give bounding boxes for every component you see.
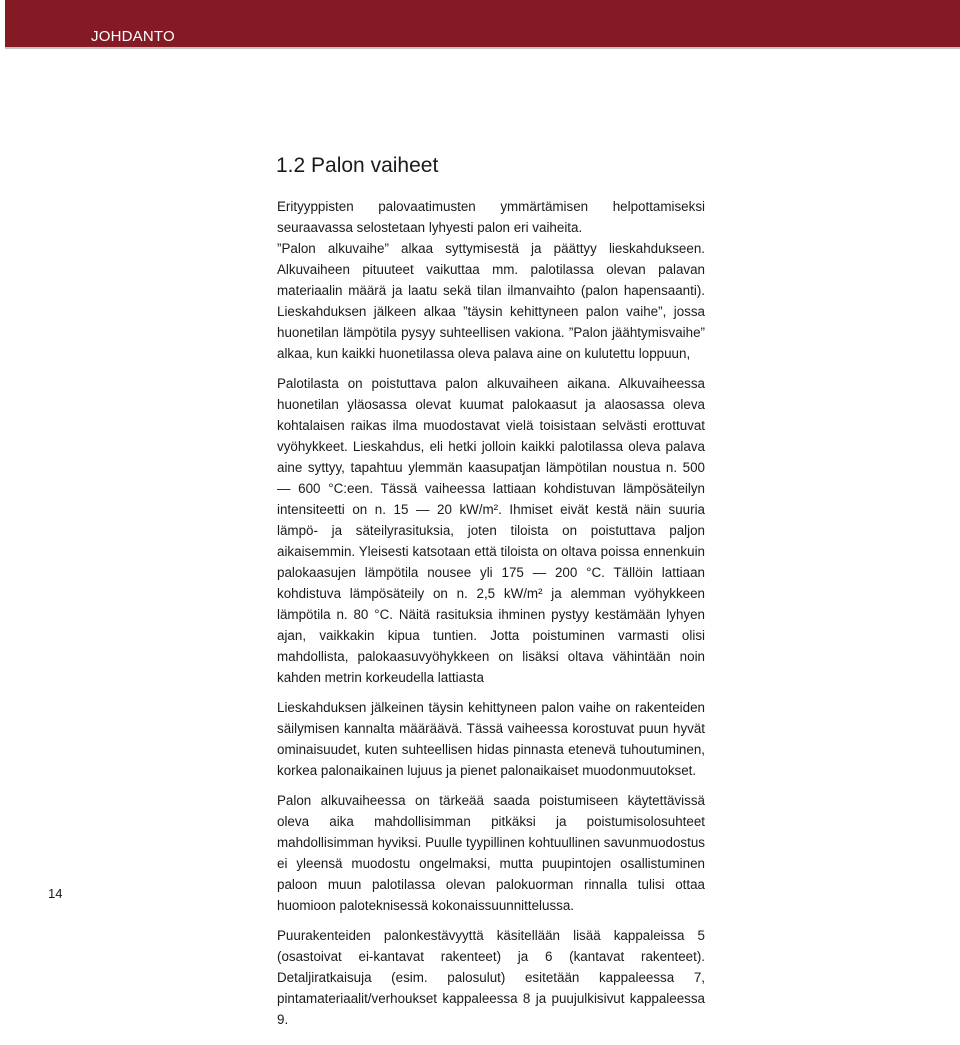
paragraph-evacuation: Palotilasta on poistuttava palon alkuvaiheen aikana. Alkuvaiheessa huonetilan yläosassa olevat kuumat palokaasut ja alaosassa oleva kohtalaisen raikas ilma muodostavat vielä toisistaan selvästi erottuvat vyöhykkeet. Lieskahdus, eli hetki jolloin kaikki palotilassa oleva palava aine syttyy, tapahtuu ylemmän kaasupatjan lämpötilan noustua n. 500 — 600 °C:een. Tässä vaiheessa lattiaan kohdistuvan lämpösäteilyn intensiteetti on n. 15 — 20 kW/m². Ihmiset eivät kestä näin suuria lämpö- ja säteilyrasituksia, joten tiloista on poistuttava paljon aikaisemmin. Yleisesti katsotaan että tiloista on oltava poissa ennenkuin palokaasujen lämpötila nousee yli 175 — 200 °C. Tällöin lattiaan kohdistuva lämpösäteily on n. 2,5 kW/m² ja alemman vyöhykkeen lämpötila n. 80 °C. Näitä rasituksia ihminen pystyy kestämään lyhyen ajan, vaikkakin kipua tuntien. Jotta poistuminen varmasti olisi mahdollista, palokaasuvyöhykkeen on lisäksi oltava vähintään noin kahden metrin korkeudella lattiasta: [277, 376, 705, 685]
chapter-header-bar: [5, 0, 960, 49]
paragraph-references: Puurakenteiden palonkestävyyttä käsitellään lisää kappaleissa 5 (osastoivat ei-kantavat rakenteet) ja 6 (kantavat rakenteet). Detaljiratkaisuja (esim. palosulut) esitetään kappaleessa 7, pintamateriaalit/verhoukset kappaleessa 8 ja puujulkisivut kappaleessa 9.: [277, 928, 705, 1027]
section-heading: 1.2 Palon vaiheet: [276, 154, 439, 177]
paragraph-fully-developed: Lieskahduksen jälkeinen täysin kehittyneen palon vaihe on rakenteiden säilymisen kannalta määräävä. Tässä vaiheessa korostuvat puun hyvät ominaisuudet, kuten suhteellisen hidas pinnasta etenevä tuhoutuminen, korkea palonaikainen lujuus ja pienet palonaikaiset muodonmuutokset.: [277, 700, 705, 778]
page-number: 14: [48, 886, 63, 901]
paragraph-phases: ”Palon alkuvaihe” alkaa syttymisestä ja päättyy lieskahdukseen. Alkuvaiheen pituuteet vaikuttaa mm. palotilassa olevan palavan materiaalin määrä ja laatu sekä tilan ilmanvaihto (palon hapensaanti). Lieskahduksen jälkeen alkaa ”täysin kehittyneen palon vaihe”, jossa huonetilan lämpötila pysyy suhteellisen vakiona. ”Palon jäähtymisvaihe” alkaa, kun kaikki huonetilassa oleva palava aine on kulutettu loppuun,: [277, 241, 705, 361]
paragraph-early-phase: Palon alkuvaiheessa on tärkeää saada poistumiseen käytettävissä oleva aika mahdollisimman pitkäksi ja poistumisolosuhteet mahdollisimman hyviksi. Puulle tyypillinen kohtuullinen savunmuodostus ei yleensä muodostu ongelmaksi, mutta puupintojen osallistuminen paloon muun palotilassa olevan palokuorman rinnalla tulisi ottaa huomioon paloteknisessä kokonaissuunnittelussa.: [277, 793, 705, 913]
body-text: [277, 196, 705, 1030]
chapter-title: JOHDANTO: [91, 28, 175, 45]
paragraph-intro: Erityyppisten palovaatimusten ymmärtämisen helpottamiseksi seuraavassa selostetaan lyhyesti palon eri vaiheita.: [277, 199, 705, 235]
